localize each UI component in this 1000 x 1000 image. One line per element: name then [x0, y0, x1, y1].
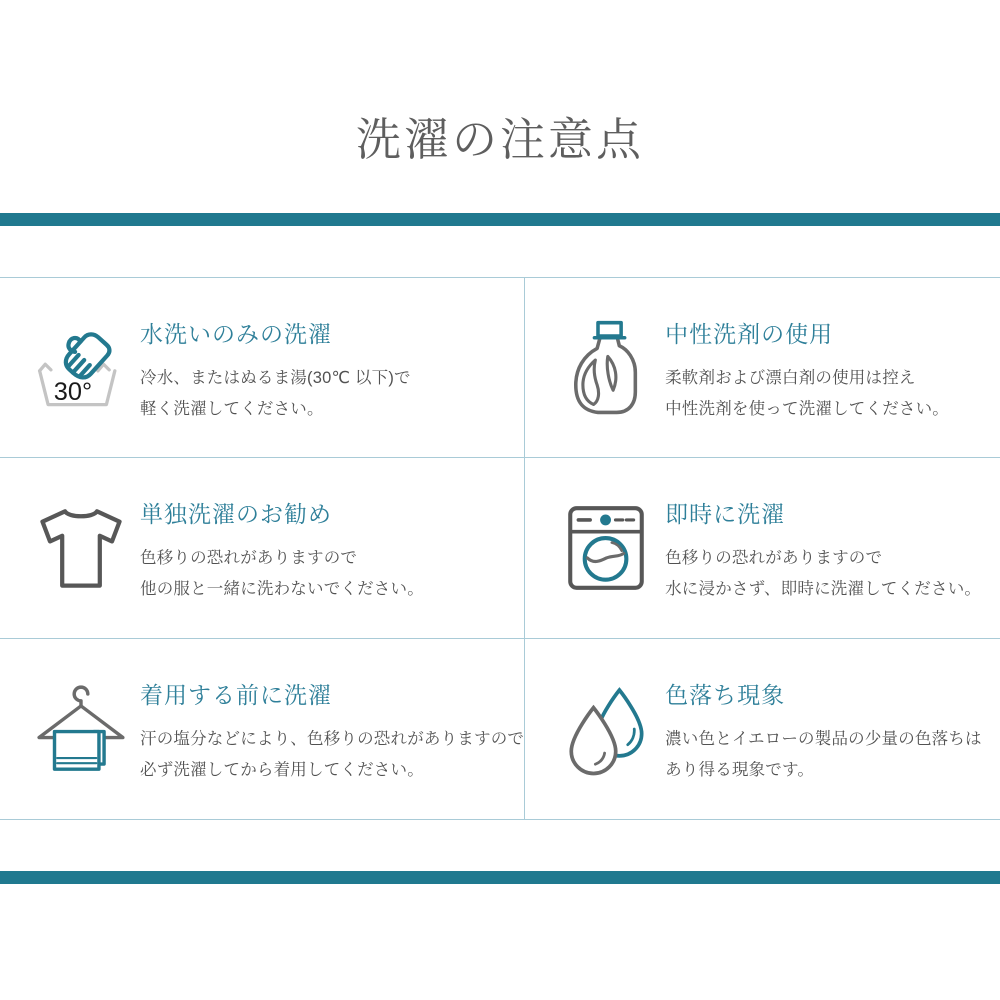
section-body-line: あり得る現象です。 — [665, 761, 815, 780]
washing-machine-icon — [559, 502, 653, 594]
care-section-water-wash-only — [0, 278, 525, 458]
section-heading: 中性洗剤の使用 — [665, 321, 834, 348]
care-grid — [0, 277, 1000, 820]
care-section-neutral-detergent — [525, 278, 1000, 458]
section-body-line: 中性洗剤を使って洗濯してください。 — [665, 400, 950, 419]
care-section-wash-separately — [0, 458, 525, 638]
section-body-line: 汗の塩分などにより、色移りの恐れがありますので — [140, 730, 525, 749]
tshirt-icon — [34, 504, 128, 592]
page-title: 洗濯の注意点 — [355, 114, 644, 165]
section-body-line: 濃い色とイエローの製品の少量の色落ちは — [665, 730, 982, 749]
section-body-line: 水に浸かさず、即時に洗濯してください。 — [665, 580, 982, 599]
section-heading: 色落ち現象 — [665, 682, 786, 709]
top-accent-bar — [0, 213, 1000, 226]
section-body-line: 色移りの恐れがありますので — [665, 549, 883, 568]
care-section-color-fading — [525, 639, 1000, 819]
section-body-line: 他の服と一緒に洗わないでください。 — [140, 580, 424, 599]
water-drops-icon — [559, 682, 653, 776]
section-body-line: 柔軟剤および漂白剤の使用は控え — [665, 369, 916, 388]
section-body-line: 色移りの恐れがありますので — [140, 549, 358, 568]
section-heading: 即時に洗濯 — [665, 501, 786, 528]
section-heading: 単独洗濯のお勧め — [140, 501, 332, 528]
hand-wash-30-icon — [34, 318, 128, 418]
section-body-line: 冷水、またはぬるま湯(30℃ 以下)で — [140, 369, 411, 388]
care-section-wash-before-wearing — [0, 639, 525, 819]
section-body-line: 軽く洗濯してください。 — [140, 400, 324, 419]
detergent-bottle-icon — [559, 314, 653, 422]
section-heading: 水洗いのみの洗濯 — [140, 321, 332, 348]
care-section-wash-immediately — [525, 458, 1000, 638]
hanger-towel-icon — [34, 677, 128, 781]
hand-wash-temp-label: 30° — [53, 377, 93, 406]
bottom-accent-bar — [0, 871, 1000, 884]
section-heading: 着用する前に洗濯 — [140, 682, 332, 709]
section-body-line: 必ず洗濯してから着用してください。 — [140, 761, 424, 780]
